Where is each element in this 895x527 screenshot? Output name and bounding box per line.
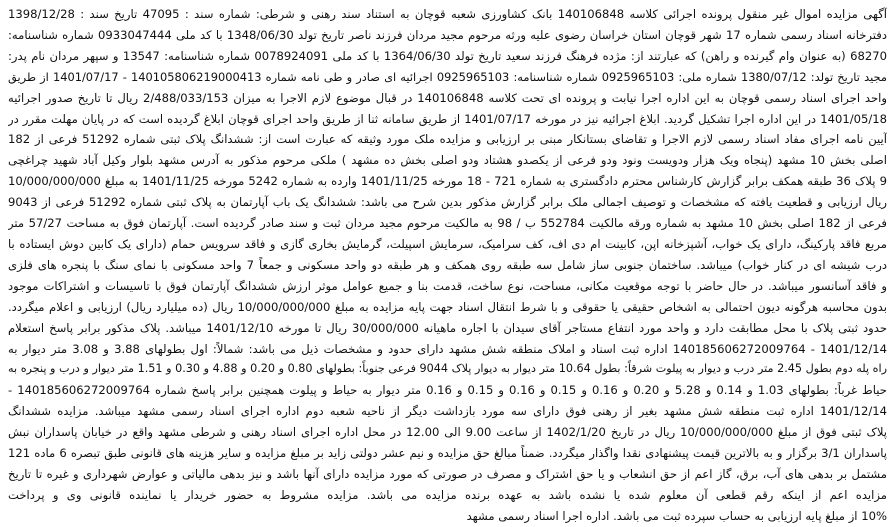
notice-line: مجید تاریخ تولد: 1380/07/12 شماره ملی: 0925965103 شماره شناسنامه: 0925965103 اجرائیه ای صادر و طی نامه شماره 140105806219000413 - 1401/07/17 از طریق <box>8 69 887 84</box>
notice-line: بدون محاسبه هرگونه دیون احتمالی به اشخاص حقیقی یا حقوقی و با شرط انتقال اسناد جهت پایه مزایده به مبلغ 10/000/000/000 ریال (ده میلیارد ریال) ارزیابی و اعلام میگردد. <box>8 299 887 314</box>
notice-line: دفترخانه اسناد رسمی شماره 17 شهر قوچان استان خراسان رضوی علیه ورثه مرحوم مجید مردان فرزند ناصر تاریخ تولد 1348/06/30 با کد ملی 0933047444 شماره شناسنامه: <box>8 27 887 42</box>
notice-line: 68270 (به عنوان وام گیرنده و راهن) که عبارتند از: مژده فرهنگ فرزند سعید تاریخ تولد 1364/06/30 با کد ملی 0078924091 شماره شناسنامه: 13547 و سپهر مردان نام پدر: <box>8 48 887 63</box>
notice-line: و فاقد آسانسور میباشد. در حال حاضر با توجه موقعیت مکانی، مساحت، نوع ساخت، قدمت بنا و جمیع عوامل موثر ارزش ششدانگ آپارتمان فوق با تاسیسات و اشتراکات موجود <box>8 278 887 293</box>
notice-line: اصلی بخش 10 مشهد (پنجاه ویک هزار ودویست ونود ودو فرعی از یکصدو هشتاد ودو اصلی بخش ده مشهد ) ملکی مرحوم مذکور به آدرس مشهد بلوار وکیل آباد شهید چراغچی <box>8 153 887 168</box>
notice-line: مربع فاقد پارکینگ، دارای یک خواب، آشپزخانه اپن، کابینت ام دی اف، کف سرامیک، سرمایش اسپیلت، گرمایش بخاری گازی و فاقد سرویس حمام (دارای یک کابین دوش ایستاده با <box>8 236 887 251</box>
notice-line: حیاط غرباً: بطولهای 1.03 و 0.14 و 5.28 و 0.20 و 0.16 و 0.15 و 0.16 و 0.15 و 0.16 متر دیوار به حیاط و پیلوت همچنین برابر پاسخ شماره 140185606272009764 - <box>8 383 887 398</box>
notice-line: 10% از مبلغ پایه ارزیابی به حساب سپرده ثبت می باشد. اداره اجرا اسناد رسمی مشهد <box>466 508 887 523</box>
notice-line: آیین نامه اجرای مفاد اسناد رسمی لازم الاجرا و تقاضای بستانکار مبنی بر ارزیابی و مزایده ملک مورد وثیقه که عبارت است از: ششدانگ پلاک ثبتی شماره 51292 فرعی از 182 <box>8 132 887 147</box>
notice-line: درب شیشه ای در کنار خواب) میباشد. ساختمان جنوبی ساز شامل سه طبقه روی همکف و هر طبقه دو واحد مسکونی و جمعاً 7 واحد مسکونی با نمای سنگ با پنجره های فلزی <box>8 257 887 272</box>
notice-line: 9 پلاک 36 طبقه همکف برابر گزارش کارشناس محترم دادگستری به شماره 721 - 18 مورخه 1401/11/25 وارده به شماره 5242 مورخه 1401/11/25 به مبلغ 10/000/000/000 <box>8 174 887 189</box>
notice-line: مزایده اعم از اینکه رقم قطعی آن معلوم شده یا نشده باشد به عهده برنده مزایده می باشد. مزایده مشروط به حضور خریدار یا نماینده قانونی وی و پرداخت <box>8 487 887 502</box>
notice-line: 1401/05/18 در این اداره اجرا تشکیل گردید. ابلاغ اجرائیه نیز در مورخه 1401/07/17 از طریق سامانه ثنا از طریق واحد اجرای قوچان ابلاغ گردیده است که در پایان مهلت مقرر در <box>8 111 887 126</box>
notice-line: فرعی از 182 اصلی بخش 10 مشهد به شماره ورقه مالکیت 552784 ب / 98 به مالکیت مرحوم مجید مردان ثبت و سند صادر گردیده است. آپارتمان فوق به مساحت 57/27 متر <box>8 216 887 231</box>
notice-line: پلاک ثبتی فوق از مبلغ 10/000/000/000 ریال در تاریخ 1402/1/20 از ساعت 9.00 الی 12.00 در محل اداره اجرای اسناد رهنی و شرطی مشهد واقع در خیابان پاسداران نبش <box>8 425 887 440</box>
notice-line: 1401/12/14 اداره ثبت منطقه شش مشهد بغیر از رهنی فوق دارای سه مورد بازداشت دیگر از ناحیه شعبه دوم اداره اجرای اسناد رسمی مشهد میباشد. مزایده ششدانگ <box>8 404 887 419</box>
notice-line: حدود ثبتی پلاک با محل مطابقت دارد و واحد مورد انتفاع مستاجر آقای سیدان با اجاره ماهیانه 30/000/000 ریال تا مورخه 1401/12/10 میباشد. پلاک مذکور برابر پاسخ استعلام <box>8 320 887 335</box>
notice-line: مشتمل بر بدهی های آب، برق، گاز اعم از حق انشعاب و یا حق اشتراک و مصرف در صورتی که مورد مزایده دارای آنها باشد و نیز بدهی مالیاتی و عوارض شهرداری و غیره تا تاریخ <box>8 466 887 481</box>
notice-line: ریال ارزیابی و قطعیت یافته که مشخصات و توصیف اجمالی ملک برابر گزارش مذکور بدین شرح می باشد: ششدانگ یک باب آپارتمان به پلاک ثبتی شماره 51292 فرعی از 9043 <box>8 195 887 210</box>
notice-line: پاسداران 3/1 برگزار و به بالاترین قیمت پیشنهادی نقدا واگذار میگردد. ضمناً مبالغ حق مزایده و نیم عشر دولتی زاید بر مبلغ مزایده و سایر هزینه های قانونی طبق تبصره 6 ماده 121 <box>8 446 887 461</box>
notice-line: راه پله دوم بطول 2.45 متر درب و دیوار به پیلوت شرقاً: بطول 10.64 متر دیوار به دیوار پلاک 9044 فرعی جنوباً: بطولهای 0.80 و 0.20 و 4.88 و 0.30 و 1.51 متر دیوار و درب و پنجره به <box>8 362 887 376</box>
notice-line: واحد اجرای اسناد رسمی قوچان به این اداره اجرا نیابت و پرونده ای تحت کلاسه 140106848 در قبال موضوع لازم الاجرا به میزان 2/488/033/153 ریال تا تاریخ صدور اجرائیه <box>8 90 887 105</box>
notice-line: آگهی مزایده اموال غیر منقول پرونده اجرائی کلاسه 140106848 بانک کشاورزی شعبه قوچان به استناد سند رهنی و شرطی: شماره سند : 47095 تاریخ سند : 1398/12/28 <box>8 7 887 21</box>
notice-line: 1401/12/14 - 140185606272009764 اداره ثبت اسناد و املاک منطقه شش مشهد دارای حدود و مشخصات ذیل می باشد: شمالاً: اول بطولهای 3.88 و 3.08 متر دیوار به <box>8 341 887 356</box>
